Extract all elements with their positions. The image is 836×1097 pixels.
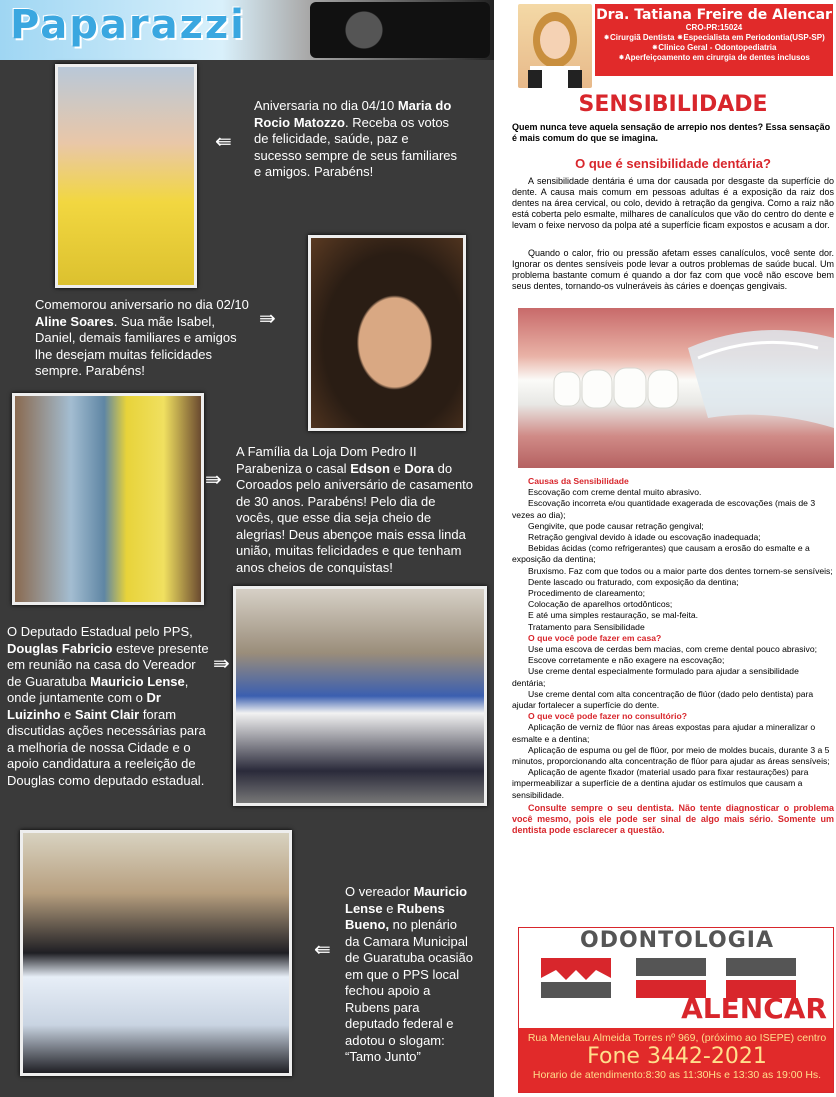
office-list — [512, 722, 834, 800]
article-conclusion: Consulte sempre o seu dentista. Não tente diagnosticar o problema você mesmo, pois ele pode ser sinal de algo mais sério. Somente um dentista pode esclarecer a questão. — [512, 802, 834, 835]
dentist-header — [595, 4, 833, 76]
causes-item: Dente lascado ou fraturado, com exposição da dentina; — [528, 576, 739, 587]
paparazzi-banner — [0, 0, 494, 60]
causes-item: Tratamento para Sensibilidade — [528, 621, 645, 632]
banner-title: Paparazzi — [10, 2, 246, 48]
home-item: Escove corretamente e não exagere na escovação; — [528, 655, 725, 666]
ad-contact — [519, 1028, 834, 1093]
arrow-left-icon: ⇚ — [215, 131, 232, 153]
arrow-right-icon: ⇛ — [259, 308, 276, 330]
article-subtitle: O que é sensibilidade dentária? — [575, 156, 771, 171]
arrow-right-icon: ⇛ — [205, 469, 222, 491]
causes-item: Procedimento de clareamento; — [528, 588, 646, 599]
causes-item: Gengivite, que pode causar retração gengival; — [528, 520, 704, 531]
ad-brand: ALENCAR — [681, 992, 827, 1025]
clinic-ad — [518, 927, 834, 1093]
ad-hours: Horario de atendimento:8:30 as 11:30Hs e 13:30 as 19:00 Hs. — [532, 1069, 822, 1081]
arrow-right-icon: ⇛ — [213, 653, 230, 675]
arrow-left-icon: ⇚ — [314, 939, 331, 961]
article-intro: Quem nunca teve aquela sensação de arrepio nos dentes? Essa sensação é mais comum do que se imagina. — [512, 122, 831, 143]
causes-item: Retração gengival devido à idade ou escovação inadequada; — [528, 532, 761, 543]
home-item: Use creme dental especialmente formulado para ajudar a sensibilidade dentária; — [512, 666, 799, 688]
entry-maria: Aniversaria no dia 04/10 Maria do Rocio Matozzo. Receba os votos de felicidade, saúde, paz e sucesso sempre de seus familiares e amigos. Parabéns! — [254, 98, 458, 179]
dentist-name: Dra. Tatiana Freire de Alencar — [596, 7, 832, 23]
dentist-specialty-3: ⁕Aperfeiçoamento em cirurgia de dentes inclusos — [618, 53, 810, 62]
home-item: Use uma escova de cerdas bem macias, com creme dental pouco abrasivo; — [528, 644, 817, 655]
article-paragraph-1: A sensibilidade dentária é uma dor causada por desgaste da superfície do dente. A causa mais comum em pessoas adultas é a exposição da raiz dos dentes na área cervical, ou colo, devido à retração da gengiva. Como a raiz não está coberta pelo esmalte, milhares de canalículos que vão do centro do dente e levam o feixe nervoso da polpa até a superfície ficam expostos e acusam a dor. — [512, 176, 834, 230]
dental-column — [510, 0, 836, 1097]
causes-item: Escovação com creme dental muito abrasivo. — [528, 487, 702, 498]
home-title: O que você pode fazer em casa? — [528, 632, 662, 643]
camera-photo — [310, 2, 490, 58]
photo-douglas — [233, 586, 487, 806]
causes-item: Escovação incorreta e/ou quantidade exagerada de escovações (mais de 3 vezes ao dia); — [512, 498, 816, 520]
ad-heading: ODONTOLOGIA — [580, 928, 774, 953]
dentist-cro: CRO-PR:15024 — [685, 23, 743, 32]
entry-mauricio-rubens: O vereador Mauricio Lense e Rubens Bueno, no plenário da Camara Municipal de Guaratuba ocasião em que o PPS local fechou apoio a Rubens para deputado federal e adotou o slogam: “Tamo Junto” — [345, 884, 473, 1064]
entry-aline: Comemorou aniversario no dia 02/10 Aline Soares. Sua mãe Isabel, Daniel, demais familiares e amigos lhe desejam muitas felicidades sempre. Parabéns! — [35, 297, 249, 378]
dentist-portrait — [518, 4, 592, 88]
photo-edson-dora — [12, 393, 204, 605]
home-item: Use creme dental com alta concentração de flúor (dado pelo dentista) para ajudar fortalecer a superfície do dente. — [512, 688, 814, 711]
dentist-specialty-1: ⁕Cirurgiã Dentista ⁕Especialista em Periodontia(USP-SP) — [603, 33, 825, 42]
causes-item: Bruxismo. Faz com que todos ou a maior parte dos dentes tornem-se sensíveis; — [528, 565, 833, 576]
article-lists — [512, 476, 834, 836]
causes-list — [512, 487, 834, 633]
home-list — [512, 644, 834, 711]
entry-douglas: O Deputado Estadual pelo PPS, Douglas Fabricio esteve presente em reunião na casa do Vereador de Guaratuba Mauricio Lense, onde juntamente com o Dr Luizinho e Saint Clair foram discutidas ações necessárias para a melhoria de nossa Cidade e o apoio candidatura a reeleição de Douglas como deputado estadual. — [7, 624, 209, 788]
causes-item: E até uma simples restauração, se mal-feita. — [528, 610, 699, 621]
teeth-photo — [518, 308, 834, 468]
office-item: Aplicação de espuma ou gel de flúor, por meio de moldes bucais, durante 3 a 5 minutos, proporcionando alta concentração de flúor para ajudar as áreas sensíveis; — [512, 744, 830, 767]
office-item: Aplicação de agente fixador (material usado para fixar restaurações) para impermeabilizar a superfície de a dentina ajudar os estímulos que causam a sensibilidade. — [512, 767, 809, 800]
office-item: Aplicação de verniz de flúor nas áreas expostas para ajudar a mineralizar o esmalte e a dentina; — [512, 722, 816, 744]
ad-address: Rua Menelau Almeida Torres nº 969, (próximo ao ISEPE) centro — [527, 1032, 827, 1044]
photo-mauricio-rubens — [20, 830, 292, 1076]
causes-item: Bebidas ácidas (como refrigerantes) que causam a erosão do esmalte e a exposição da dentina; — [512, 543, 810, 565]
ad-phone: Fone 3442-2021 — [587, 1044, 767, 1069]
office-title: O que você pode fazer no consultório? — [528, 711, 688, 722]
photo-aline — [308, 235, 466, 431]
dentist-specialty-2: ⁕Clinico Geral - Odontopediatria — [651, 43, 777, 52]
article-title: SENSIBILIDADE — [578, 92, 768, 117]
photo-maria — [55, 64, 197, 288]
causes-title: Causas da Sensibilidade — [528, 476, 629, 486]
causes-item: Colocação de aparelhos ortodônticos; — [528, 599, 673, 610]
entry-edson-dora: A Família da Loja Dom Pedro II Parabeniza o casal Edson e Dora do Coroados pelo aniversário de casamento de 30 anos. Parabéns! Pelo dia de vocês, que esse dia seja cheio de alegrias! Deus abençoe mais essa linda união, muitas felicidades e que tenham anos cheios de conquistas! — [236, 444, 474, 575]
article-paragraph-2: Quando o calor, frio ou pressão afetam esses canalículos, você sente dor. Ignorar os dentes sensíveis pode levar a outros problemas de saúde bucal. Um problema bastante comum é quando a dor faz com que você não escove bem seus dentes, tornando-os vulneráveis às cáries e doenças gengivais. — [512, 248, 834, 291]
